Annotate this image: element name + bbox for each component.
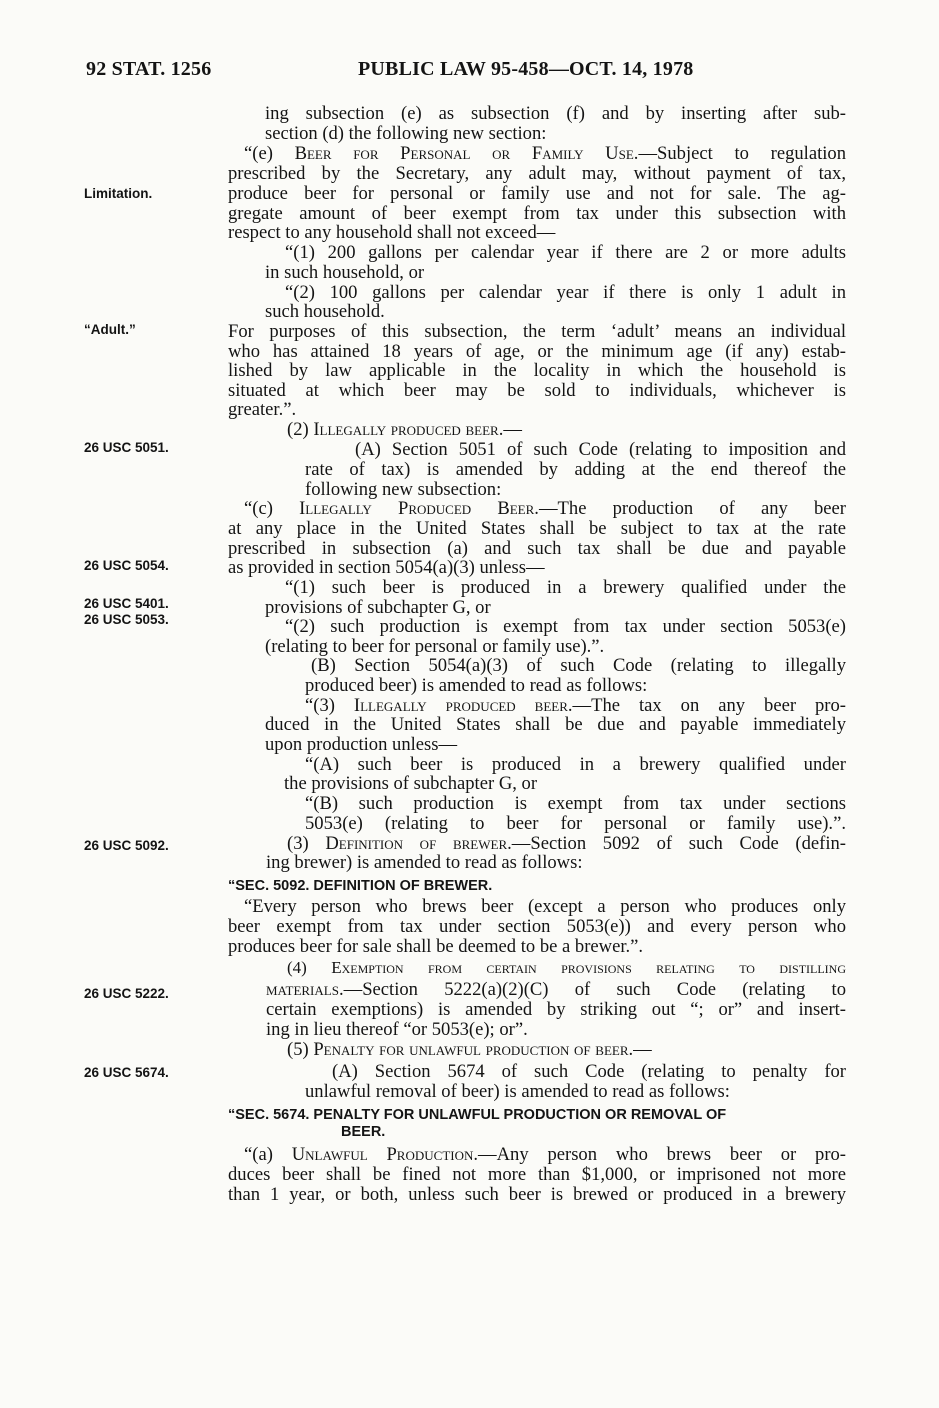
text-line: greater.”. [228, 399, 297, 420]
text-line: as provided in section 5054(a)(3) unless— [228, 557, 545, 578]
text-line: produced beer) is amended to read as follows: [305, 675, 648, 696]
text-line: provisions of subchapter G, or [265, 597, 491, 618]
text-line: produces beer for sale shall be deemed to be a brewer.”. [228, 936, 644, 957]
text-line: (4) Exemption from certain provisions relating to distilling [287, 958, 847, 977]
section-heading-5092: “SEC. 5092. DEFINITION OF BREWER. [228, 878, 493, 894]
text-line: (B) Section 5054(a)(3) of such Code (relating to illegally [311, 655, 846, 676]
text-line: “(1) such beer is produced in a brewery qualified under the [285, 577, 846, 598]
text-line: at any place in the United States shall be subject to tax at the rate [228, 518, 846, 539]
text-line: ing in lieu thereof “or 5053(e); or”. [266, 1019, 528, 1040]
text-line: situated at which beer may be sold to individuals, whichever is [228, 380, 846, 401]
text-line: produce beer for personal or family use and not for sale. The ag- [228, 183, 846, 204]
text-line: who has attained 18 years of age, or the minimum age (if any) estab- [228, 341, 846, 362]
text-line: (A) Section 5051 of such Code (relating to imposition and [355, 439, 846, 460]
text-line: duced in the United States shall be due and payable immediately [265, 714, 846, 735]
text-line: (A) Section 5674 of such Code (relating to penalty for [332, 1061, 846, 1082]
text-line: prescribed by the Secretary, any adult may, without payment of tax, [228, 163, 846, 184]
text-line: For purposes of this subsection, the term ‘adult’ means an individual [228, 321, 846, 342]
text-line: than 1 year, or both, unless such beer is brewed or produced in a brewery [228, 1184, 846, 1205]
text-line: ing subsection (e) as subsection (f) and by inserting after sub- [265, 103, 846, 124]
text-line: rate of tax) is amended by adding at the end thereof the [305, 459, 846, 480]
text-line: beer exempt from tax under section 5053(e)) and every person who [228, 916, 846, 937]
text-line: (5) Penalty for unlawful production of beer.— [287, 1039, 652, 1060]
margin-note-adult: “Adult.” [84, 322, 136, 337]
margin-note-5092: 26 USC 5092. [84, 838, 169, 853]
text-line: 5053(e) (relating to beer for personal or family use).”. [305, 813, 846, 834]
margin-note-5053: 26 USC 5053. [84, 612, 169, 627]
section-heading-5674: “SEC. 5674. PENALTY FOR UNLAWFUL PRODUCTION OR REMOVAL OF [228, 1107, 727, 1123]
text-line: “(2) 100 gallons per calendar year if there is only 1 adult in [285, 282, 846, 303]
text-line: “(c) Illegally Produced Beer.—The production of any beer [244, 498, 846, 519]
text-line: section (d) the following new section: [265, 123, 547, 144]
text-line: ing brewer) is amended to read as follows: [266, 852, 583, 873]
text-line: unlawful removal of beer) is amended to read as follows: [305, 1081, 730, 1102]
text-line: duces beer shall be fined not more than $1,000, or imprisoned not more [228, 1164, 846, 1185]
text-line: (3) Definition of brewer.—Section 5092 of such Code (defin- [287, 833, 846, 854]
margin-note-5054: 26 USC 5054. [84, 558, 169, 573]
text-line: (relating to beer for personal or family use).”. [265, 636, 605, 657]
margin-note-5401: 26 USC 5401. [84, 596, 169, 611]
text-line: “(1) 200 gallons per calendar year if there are 2 or more adults [285, 242, 846, 263]
margin-note-5051: 26 USC 5051. [84, 440, 169, 455]
text-line: following new subsection: [305, 479, 502, 500]
stat-reference: 92 STAT. 1256 [86, 58, 212, 80]
law-reference: PUBLIC LAW 95-458—OCT. 14, 1978 [358, 58, 694, 80]
text-line: materials.—Section 5222(a)(2)(C) of such Code (relating to [266, 979, 846, 1000]
text-line: (2) Illegally produced beer.— [287, 419, 522, 440]
text-line: certain exemptions) is amended by striking out “; or” and insert- [266, 999, 846, 1020]
margin-note-5674: 26 USC 5674. [84, 1065, 169, 1080]
text-line: “(A) such beer is produced in a brewery qualified under [305, 754, 846, 775]
margin-note-limitation: Limitation. [84, 186, 153, 201]
text-line: upon production unless— [265, 734, 458, 755]
text-line: in such household, or [265, 262, 425, 283]
text-line: gregate amount of beer exempt from tax under this subsection with [228, 203, 846, 224]
text-line: prescribed in subsection (a) and such tax shall be due and payable [228, 538, 846, 559]
text-line: “Every person who brews beer (except a person who produces only [244, 896, 846, 917]
text-line: “(2) such production is exempt from tax under section 5053(e) [285, 616, 846, 637]
text-line: “(a) Unlawful Production.—Any person who brews beer or pro- [244, 1144, 846, 1165]
text-line: the provisions of subchapter G, or [284, 773, 538, 794]
text-line: “(e) Beer for Personal or Family Use.—Subject to regulation [244, 143, 847, 164]
text-line: “(B) such production is exempt from tax under sections [305, 793, 846, 814]
margin-note-5222: 26 USC 5222. [84, 986, 169, 1001]
text-line: lished by law applicable in the locality in which the household is [228, 360, 846, 381]
section-heading-5674-cont: BEER. [341, 1124, 386, 1140]
text-line: “(3) Illegally produced beer.—The tax on any beer pro- [305, 695, 846, 716]
text-line: respect to any household shall not exceed— [228, 222, 556, 243]
text-line: such household. [265, 301, 385, 322]
